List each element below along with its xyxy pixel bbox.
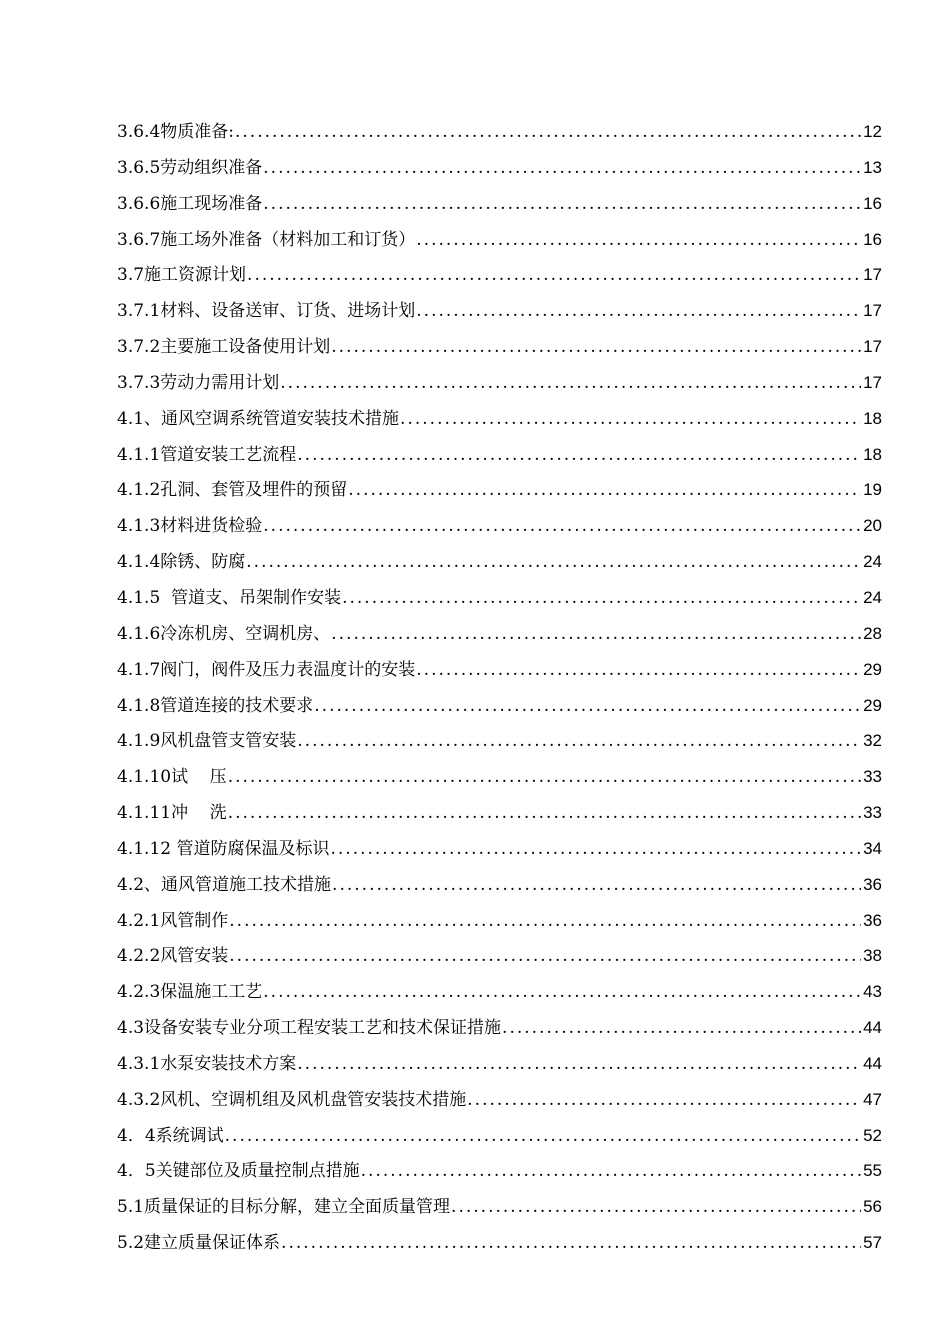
toc-entry-page: 57 [863,1233,882,1253]
toc-entry[interactable] [117,114,882,150]
toc-entry-page: 24 [863,552,882,572]
toc-entry[interactable] [117,974,882,1010]
toc-entry-title: 4.1.12 管道防腐保温及标识 [117,838,330,859]
toc-entry-page: 44 [863,1053,882,1073]
toc-leader-dots [331,330,861,366]
toc-leader-dots [416,223,861,259]
toc-entry[interactable] [117,472,882,508]
toc-entry-title: 3.7施工资源计划 [117,265,247,286]
toc-leader-dots [331,617,861,653]
toc-entry[interactable] [117,938,882,974]
toc-entry-title: 4.1.4除锈、防腐 [117,552,246,573]
toc-entry[interactable] [117,759,882,795]
toc-entry[interactable] [117,1118,882,1154]
toc-leader-dots [229,939,861,975]
toc-entry-title: 4．4系统调试 [117,1125,224,1146]
toc-leader-dots [263,187,861,223]
toc-leader-dots [416,653,861,689]
toc-entry-title: 4.3.2风机、空调机组及风机盘管安装技术措施 [117,1089,467,1110]
toc-entry-page: 13 [863,157,882,177]
toc-entry[interactable] [117,257,882,293]
toc-leader-dots [229,904,861,940]
toc-entry-page: 18 [863,444,882,464]
toc-leader-dots [297,438,861,474]
toc-entry-title: 4.3设备安装专业分项工程安装工艺和技术保证措施 [117,1018,502,1039]
toc-entry[interactable] [117,1082,882,1118]
toc-entry-title: 4.1.2孔洞、套管及埋件的预留 [117,480,348,501]
toc-entry-title: 3.7.1材料、设备送审、订货、进场计划 [117,301,416,322]
toc-leader-dots [235,115,861,151]
toc-entry-page: 17 [863,372,882,392]
toc-entry[interactable] [117,401,882,437]
toc-leader-dots [400,402,861,438]
toc-entry[interactable] [117,222,882,258]
toc-entry-title: 4.1.11冲 洗 [117,803,227,824]
toc-entry-title: 5.2建立质量保证体系 [117,1233,281,1254]
toc-entry-page: 36 [863,874,882,894]
toc-leader-dots [281,1226,861,1262]
toc-entry-page: 28 [863,623,882,643]
toc-entry-title: 4.2.1风管制作 [117,910,229,931]
toc-entry[interactable] [117,544,882,580]
toc-leader-dots [263,509,861,545]
toc-entry-title: 3.6.6施工现场准备 [117,193,263,214]
toc-entry-page: 29 [863,659,882,679]
toc-entry-page: 52 [863,1125,882,1145]
toc-leader-dots [332,868,861,904]
toc-entry[interactable] [117,867,882,903]
toc-entry-page: 56 [863,1197,882,1217]
toc-entry-page: 16 [863,229,882,249]
toc-entry-page: 19 [863,480,882,500]
toc-entry[interactable] [117,795,882,831]
toc-entry[interactable] [117,688,882,724]
toc-entry[interactable] [117,580,882,616]
toc-leader-dots [342,581,861,617]
toc-entry[interactable] [117,365,882,401]
toc-entry-title: 3.7.2主要施工设备使用计划 [117,337,331,358]
toc-entry-page: 17 [863,301,882,321]
toc-entry[interactable] [117,616,882,652]
toc-entry-title: 3.6.7施工场外准备（材料加工和订货） [117,229,416,250]
toc-leader-dots [297,724,861,760]
toc-leader-dots [361,1154,861,1190]
toc-entry-title: 4.1、通风空调系统管道安装技术措施 [117,408,400,429]
toc-entry-title: 4.2.2风管安装 [117,946,229,967]
toc-leader-dots [246,545,861,581]
toc-entry-page: 55 [863,1161,882,1181]
toc-entry-page: 33 [863,767,882,787]
toc-entry-page: 17 [863,265,882,285]
toc-entry-title: 5.1质量保证的目标分解，建立全面质量管理 [117,1197,451,1218]
toc-entry-title: 4.1.1管道安装工艺流程 [117,444,297,465]
toc-entry-page: 44 [863,1018,882,1038]
toc-leader-dots [247,258,861,294]
toc-entry-page: 34 [863,838,882,858]
toc-entry-title: 3.6.4物质准备: [117,122,234,142]
toc-entry-title: 4.1.9风机盘管支管安装 [117,731,297,752]
toc-entry[interactable] [117,437,882,473]
toc-entry-page: 29 [863,695,882,715]
toc-leader-dots [467,1083,861,1119]
toc-entry[interactable] [117,652,882,688]
toc-leader-dots [280,366,861,402]
toc-entry-title: 4.1.6冷冻机房、空调机房、 [117,623,331,644]
toc-entry-title: 4.1.3材料进货检验 [117,516,263,537]
toc-entry[interactable] [117,1010,882,1046]
toc-entry-page: 20 [863,516,882,536]
toc-entry-page: 47 [863,1089,882,1109]
toc-entry[interactable] [117,831,882,867]
toc-leader-dots [451,1190,861,1226]
toc-leader-dots [297,1047,861,1083]
toc-entry-title: 4.2.3保温施工工艺 [117,982,263,1003]
toc-entry[interactable] [117,1189,882,1225]
toc-entry[interactable] [117,293,882,329]
toc-entry[interactable] [117,1046,882,1082]
toc-entry-page: 32 [863,731,882,751]
toc-entry[interactable] [117,186,882,222]
toc-entry-title: 4.2、通风管道施工技术措施 [117,874,332,895]
toc-entry-title: 4.3.1水泵安装技术方案 [117,1053,297,1074]
toc-entry[interactable] [117,329,882,365]
toc-leader-dots [330,832,861,868]
toc-entry-title: 4.1.7阀门，阀件及压力表温度计的安装 [117,659,416,680]
toc-leader-dots [228,796,861,832]
toc-entry-title: 4．5关键部位及质量控制点措施 [117,1161,360,1182]
toc-entry[interactable] [117,903,882,939]
toc-entry-title: 4.1.8管道连接的技术要求 [117,695,314,716]
toc-entry-page: 16 [863,193,882,213]
toc-leader-dots [314,689,861,725]
toc-entry-page: 17 [863,337,882,357]
toc-entry[interactable] [117,1153,882,1189]
toc-entry-title: 4.1.5 管道支、吊架制作安装 [117,587,342,608]
toc-entry[interactable] [117,723,882,759]
toc-entry-title: 3.7.3劳动力需用计划 [117,372,280,393]
toc-leader-dots [348,473,861,509]
toc-entry-page: 43 [863,982,882,1002]
toc-leader-dots [225,1119,861,1155]
toc-entry-page: 33 [863,803,882,823]
toc-entry-title: 3.6.5劳动组织准备 [117,157,263,178]
toc-entry-page: 18 [863,408,882,428]
toc-leader-dots [263,151,861,187]
toc-entry-page: 38 [863,946,882,966]
toc-entry-page: 36 [863,910,882,930]
toc-leader-dots [263,975,861,1011]
toc-entry[interactable] [117,150,882,186]
toc-entry-page: 12 [863,122,882,141]
table-of-contents [117,114,882,1261]
toc-entry[interactable] [117,1225,882,1261]
toc-leader-dots [502,1011,861,1047]
toc-leader-dots [228,760,861,796]
toc-entry-title: 4.1.10试 压 [117,767,227,788]
toc-entry[interactable] [117,508,882,544]
toc-leader-dots [416,294,861,330]
toc-entry-page: 24 [863,587,882,607]
